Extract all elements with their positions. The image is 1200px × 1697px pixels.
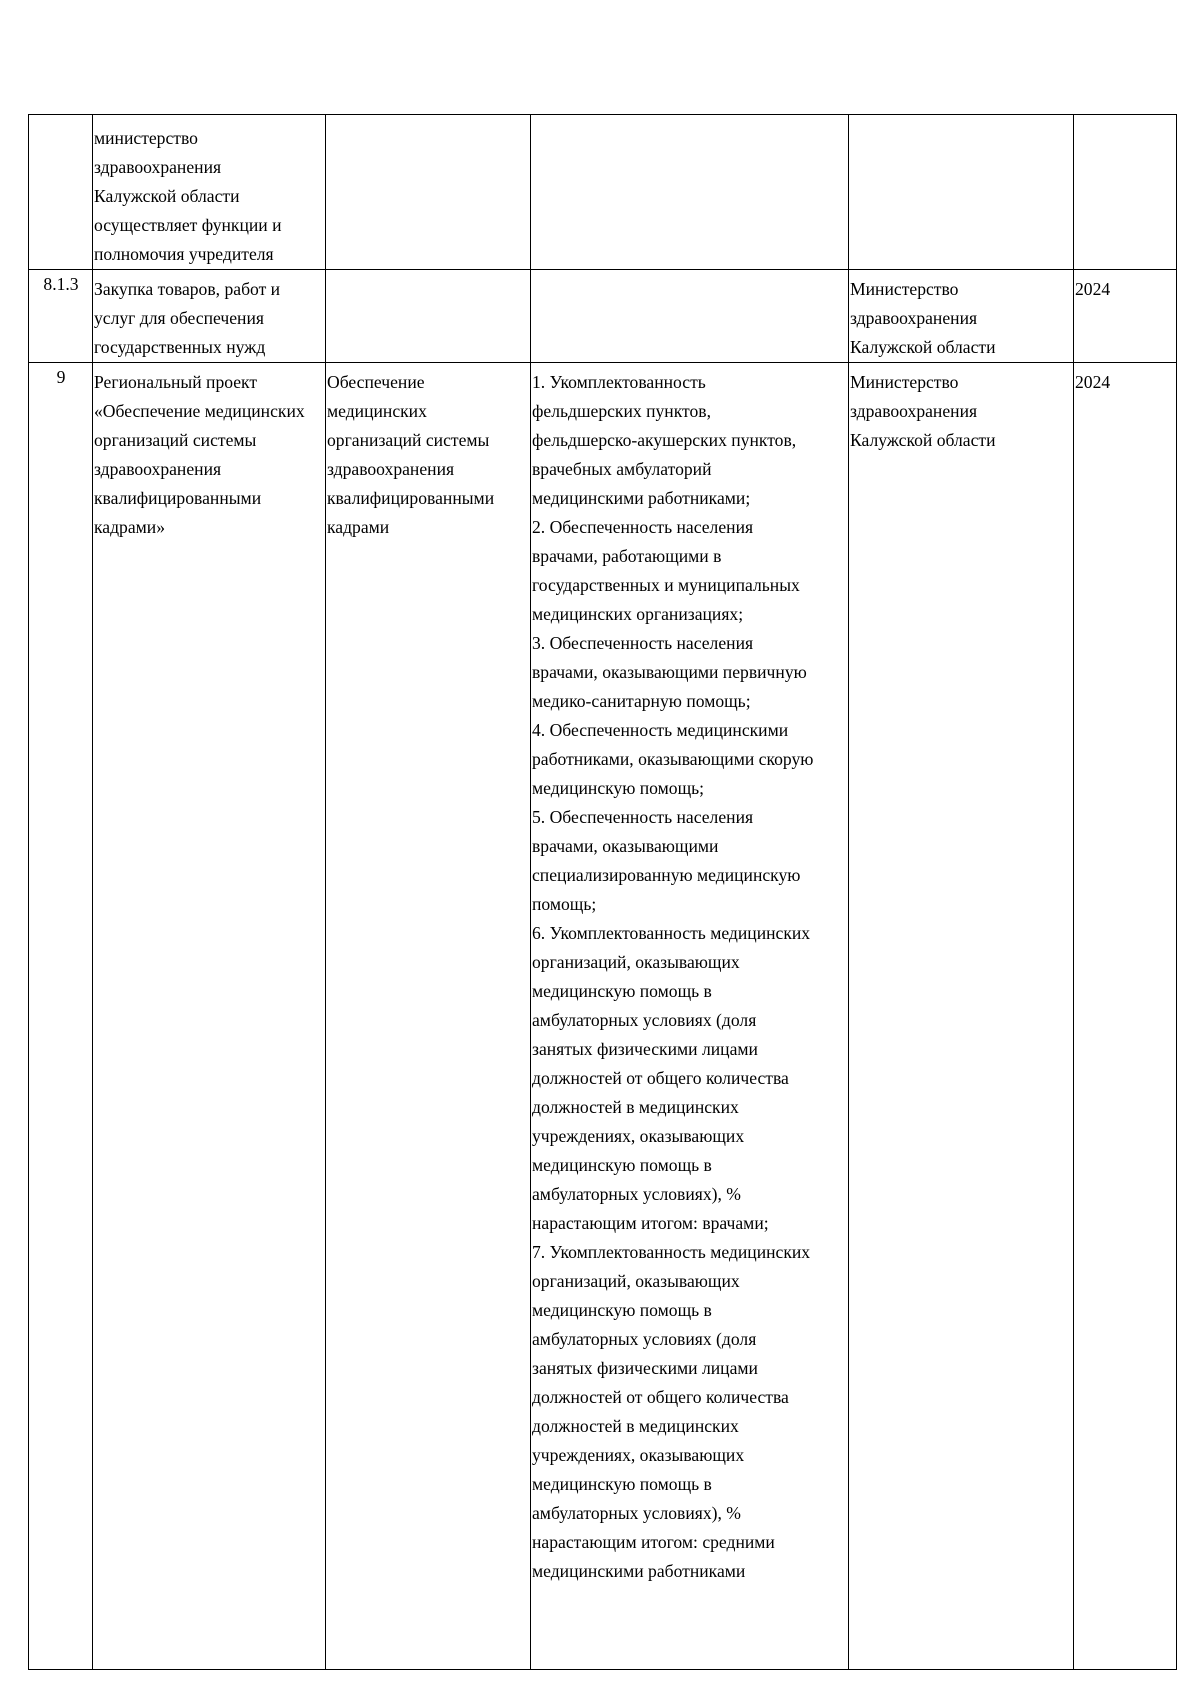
year-text: 2024 (1075, 372, 1111, 392)
task-text: Обеспечение медицинских организаций системы здравоохранения квалифицированными кадрами (327, 372, 495, 537)
task-cell (326, 363, 531, 1670)
activity-name: Региональный проект «Обеспечение медицинских организаций системы здравоохранения квалифицированными кадрами» (94, 372, 305, 537)
year-cell (1074, 363, 1177, 1670)
executor-cell (849, 115, 1074, 270)
year-cell (1074, 270, 1177, 363)
task-cell (326, 270, 531, 363)
table-row (29, 115, 1177, 270)
table-row (29, 363, 1177, 1670)
row-number-cell (29, 270, 93, 363)
year-text: 2024 (1075, 279, 1111, 299)
activity-name-cell (93, 115, 326, 270)
executor-cell (849, 270, 1074, 363)
activity-name: министерство здравоохранения Калужской области осуществляет функции и полномочия учредителя (94, 128, 282, 264)
indicators-text: 1. Укомплектованность фельдшерских пунктов, фельдшерско-акушерских пунктов, врачебных амбулаторий медицинскими работниками; 2. Обеспеченность населения врачами, работающими в государственных и муниципальных медицинских организациях; 3. Обеспеченность населения врачами, оказывающими первичную медико-санитарную помощь; 4. Обеспеченность медицинскими работниками, оказывающими скорую медицинскую помощь; 5. Обеспеченность населения врачами, оказывающими специализированную медицинскую помощь; 6. Укомплектованность медицинских организаций, оказывающих медицинскую помощь в амбулаторных условиях (доля занятых физическими лицами должностей от общего количества должностей в медицинских учреждениях, оказывающих медицинскую помощь в амбулаторных условиях), % нарастающим итогом: врачами; 7. Укомплектованность медицинских организаций, оказывающих медицинскую помощь в амбулаторных условиях (доля занятых физическими лицами должностей от общего количества должностей в медицинских учреждениях, оказывающих медицинскую помощь в амбулаторных условиях), % нарастающим итогом: средними медицинскими работниками (532, 372, 814, 1581)
activity-name-cell (93, 270, 326, 363)
indicators-cell (531, 270, 849, 363)
row-number: 8.1.3 (43, 274, 79, 294)
activity-name: Закупка товаров, работ и услуг для обеспечения государственных нужд (94, 279, 281, 357)
indicators-cell (531, 363, 849, 1670)
activity-name-cell (93, 363, 326, 1670)
executor-text: Министерство здравоохранения Калужской области (850, 372, 996, 450)
indicators-cell (531, 115, 849, 270)
program-table (28, 114, 1177, 1670)
table-row (29, 270, 1177, 363)
row-number: 9 (56, 367, 66, 387)
row-number-cell (29, 363, 93, 1670)
executor-cell (849, 363, 1074, 1670)
year-cell (1074, 115, 1177, 270)
task-cell (326, 115, 531, 270)
row-number-cell (29, 115, 93, 270)
executor-text: Министерство здравоохранения Калужской области (850, 279, 996, 357)
